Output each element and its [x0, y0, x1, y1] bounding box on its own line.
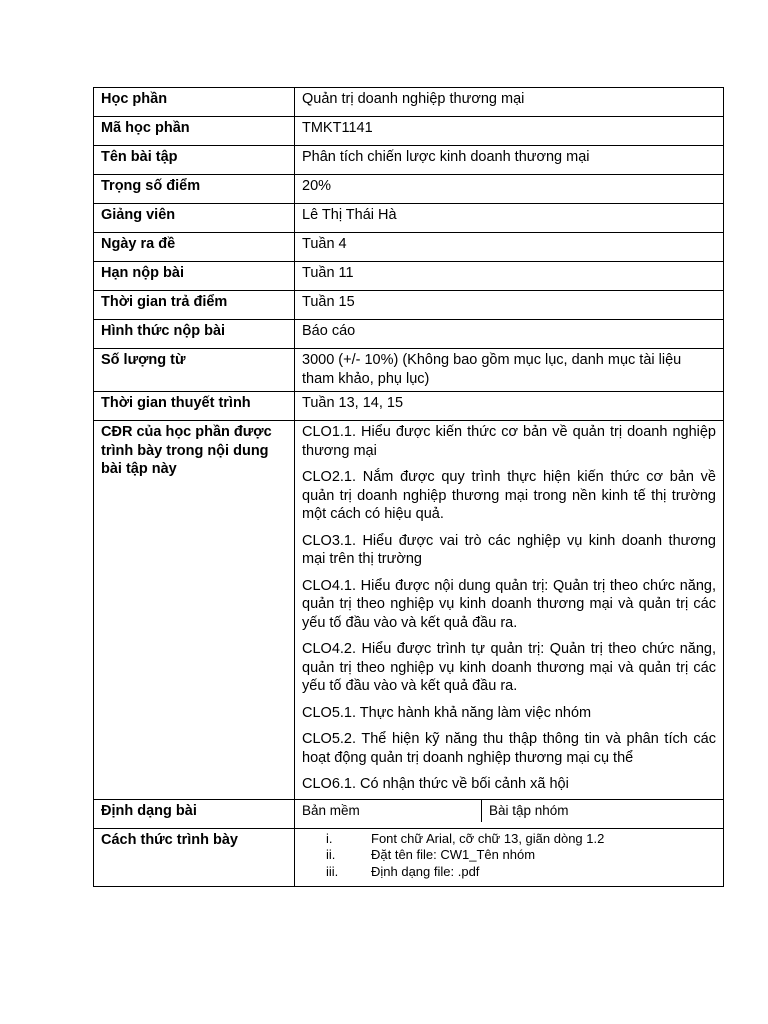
row-label: Mã học phần — [94, 117, 295, 146]
row-value: Quản trị doanh nghiệp thương mại — [295, 88, 724, 117]
row-issue-date — [94, 233, 724, 262]
format-medium: Bản mềm — [295, 800, 482, 822]
row-assignment-name — [94, 146, 724, 175]
row-label: Học phần — [94, 88, 295, 117]
row-label: Trọng số điểm — [94, 175, 295, 204]
learning-outcome: CLO2.1. Nắm được quy trình thực hiện kiến thức cơ bản về quản trị doanh nghiệp thương mại trong nền kinh tế thị trường một cách có hiệu quả. — [302, 469, 716, 522]
row-lecturer — [94, 204, 724, 233]
row-value: Tuần 15 — [295, 291, 724, 320]
list-item-text: Font chữ Arial, cỡ chữ 13, giãn dòng 1.2 — [371, 830, 605, 846]
row-value: 20% — [295, 175, 724, 204]
row-value — [295, 828, 724, 886]
row-value: 3000 (+/- 10%) (Không bao gồm mục lục, danh mục tài liệu tham khảo, phụ lục) — [295, 349, 724, 392]
row-learning-outcomes — [94, 421, 724, 800]
list-item — [302, 847, 716, 864]
format-split — [295, 800, 723, 822]
row-value: Phân tích chiến lược kinh doanh thương mại — [295, 146, 724, 175]
row-label: CĐR của học phần được trình bày trong nội dung bài tập này — [94, 421, 295, 800]
row-label: Ngày ra đề — [94, 233, 295, 262]
learning-outcome: CLO4.2. Hiểu được trình tự quản trị: Quản trị theo chức năng, quản trị theo nghiệp vụ kinh doanh thương mại và quản trị các yếu tố đầu vào và kết quả đầu ra. — [302, 641, 716, 694]
row-deadline — [94, 262, 724, 291]
format-type: Bài tập nhóm — [489, 802, 569, 818]
presentation-list — [302, 831, 716, 881]
row-value: Báo cáo — [295, 320, 724, 349]
learning-outcome: CLO5.1. Thực hành khả năng làm việc nhóm — [302, 704, 592, 721]
row-value — [295, 799, 724, 828]
list-item-number: i. — [326, 830, 333, 846]
row-submission-form — [94, 320, 724, 349]
row-label: Số lượng từ — [94, 349, 295, 392]
learning-outcome: CLO1.1. Hiểu được kiến thức cơ bản về quản trị doanh nghiệp thương mại — [302, 424, 716, 459]
row-presentation-method — [94, 828, 724, 886]
row-value: TMKT1141 — [295, 117, 724, 146]
list-item-number: ii. — [326, 847, 336, 862]
list-item-number: iii. — [326, 863, 339, 879]
row-grade-return — [94, 291, 724, 320]
list-item-text: Đặt tên file: CW1_Tên nhóm — [371, 847, 536, 862]
learning-outcome: CLO6.1. Có nhận thức về bối cảnh xã hội — [302, 776, 569, 792]
row-presentation-time — [94, 392, 724, 421]
row-value: Lê Thị Thái Hà — [295, 204, 724, 233]
row-value: Tuần 11 — [295, 262, 724, 291]
list-item — [302, 864, 716, 881]
row-format — [94, 799, 724, 828]
assignment-info-table — [93, 87, 724, 887]
row-word-count — [94, 349, 724, 392]
row-course-code — [94, 117, 724, 146]
row-label: Tên bài tập — [94, 146, 295, 175]
learning-outcome: CLO5.2. Thể hiện kỹ năng thu thập thông tin và phân tích các hoạt động quản trị doanh nghiệp thương mại cụ thể — [302, 731, 716, 766]
row-label: Hạn nộp bài — [94, 262, 295, 291]
learning-outcome: CLO3.1. Hiểu được vai trò các nghiệp vụ kinh doanh thương mại trên thị trường — [302, 532, 716, 567]
learning-outcomes-list — [295, 421, 724, 800]
row-label: Giảng viên — [94, 204, 295, 233]
list-item — [302, 831, 716, 848]
row-label: Định dạng bài — [94, 799, 295, 828]
row-course — [94, 88, 724, 117]
row-label: Thời gian thuyết trình — [94, 392, 295, 421]
row-value: Tuần 13, 14, 15 — [295, 392, 724, 421]
row-label: Cách thức trình bày — [94, 828, 295, 886]
learning-outcome: CLO4.1. Hiểu được nội dung quản trị: Quản trị theo chức năng, quản trị theo nghiệp vụ kinh doanh thương mại và quản trị các yếu tố đầu vào và kết quả đầu ra. — [302, 577, 716, 631]
row-label: Hình thức nộp bài — [94, 320, 295, 349]
list-item-text: Định dạng file: .pdf — [371, 863, 480, 879]
row-weight — [94, 175, 724, 204]
row-value: Tuần 4 — [295, 233, 724, 262]
row-label: Thời gian trả điểm — [94, 291, 295, 320]
